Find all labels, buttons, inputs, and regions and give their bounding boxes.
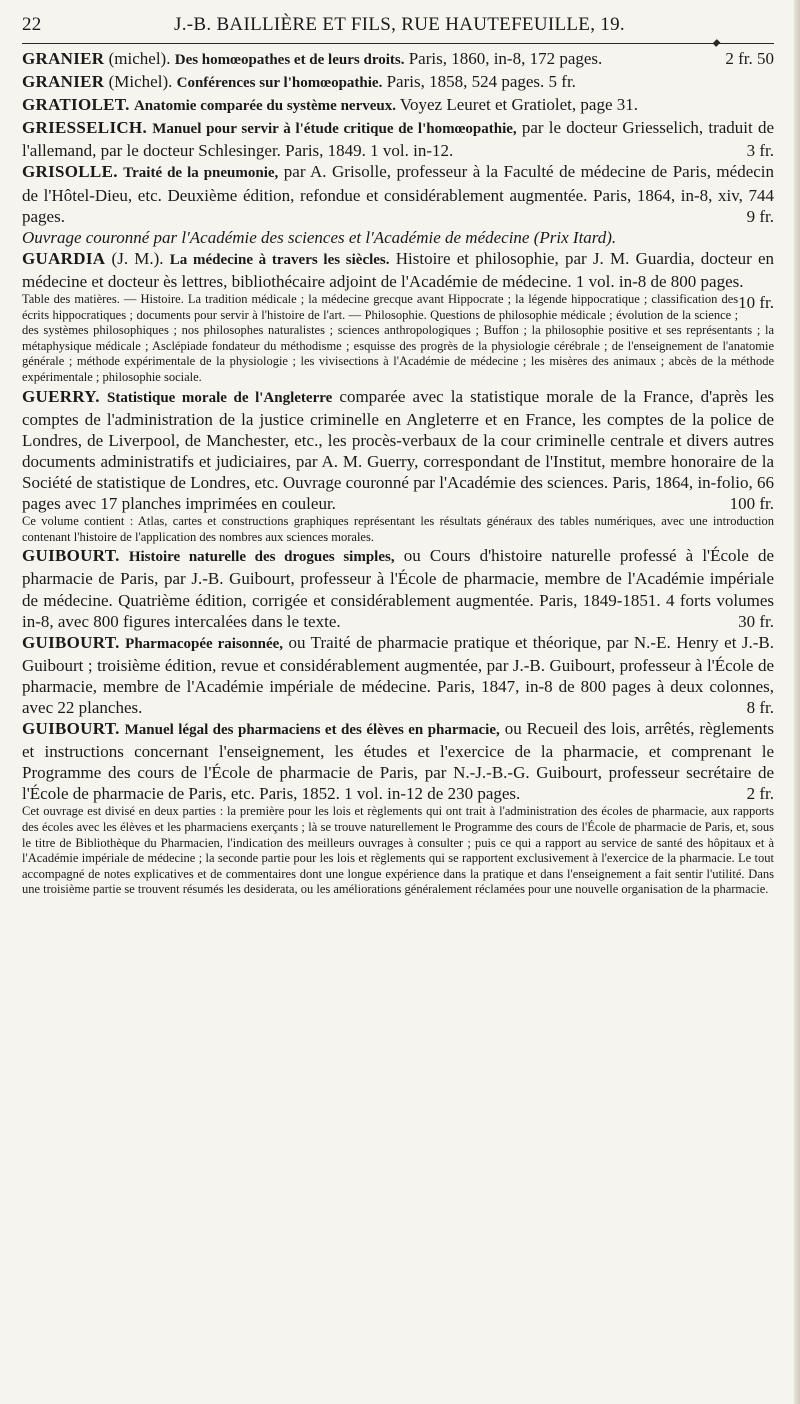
book-price: 8 fr.: [746, 698, 774, 717]
page-edge-shadow: [794, 0, 800, 1404]
book-title: Traité de la pneumonie,: [123, 165, 279, 182]
author-first-name: (Michel).: [108, 72, 173, 92]
entry-note: Cet ouvrage est divisé en deux parties : la première pour les lois et règlements qui ont trait à l'administration des écoles de pharmacie, aux rapports des écoles avec les élèves et les pharmaciens exerçants ; là se trouve naturellement le Programme des cours de l'École de pharmacie de Paris, et, sous le titre de Bibliothèque du Pharmacien, l'indication des meilleurs ouvrages à consulter ; puis ce qui a rapport au service de santé des hôpitaux et à l'Académie impériale de médecine ; la seconde partie pour les lois et règlements qui se rapportent exclusivement à l'exercice de la pharmacie. Le tout accompagné de notes explicatives et de commentaires dont une longue expérience dans la pratique et dans l'enseignement a fait sentir l'utilité. Dans une troisième partie se trouvent résumés les desiderata, ou les améliorations généralement réclamées pour une nouvelle organisation de la pharmacie.: [22, 804, 774, 897]
catalog-entry: [22, 248, 775, 313]
book-price: 2 fr. 50: [725, 49, 774, 68]
author-name: GRISOLLE.: [22, 162, 118, 182]
catalog-entry: [22, 632, 774, 718]
rule-ornament: [713, 39, 721, 47]
book-description: Voyez Leuret et Gratiolet, page 31.: [395, 95, 638, 115]
book-description: Histoire et philosophie, par J. M. Guardia, docteur en médecine et docteur ès lettres, bibliothécaire adjoint de l'Académie de médecine. 1 vol. in-8 de 800 pages.: [22, 248, 775, 291]
author-name: GRATIOLET.: [22, 95, 130, 115]
page-number: 22: [22, 14, 42, 35]
book-description: par le docteur Griesselich, traduit de l'allemand, par le docteur Schlesinger. Paris, 1849. 1 vol. in-12.: [22, 118, 774, 161]
author-first-name: (michel).: [108, 49, 171, 68]
author-name: GUARDIA: [22, 248, 106, 268]
book-price: 10 fr.: [738, 293, 774, 313]
catalog-entry: [22, 545, 774, 631]
book-title: Histoire naturelle des drogues simples,: [128, 549, 395, 566]
catalog-entry: [22, 71, 774, 94]
catalog-entry: [22, 161, 774, 226]
book-description: Paris, 1860, in-8, 172 pages.: [404, 49, 603, 68]
catalog-entry: [22, 386, 774, 515]
book-description: comparée avec la statistique morale de la France, d'après les comptes de l'administration de la justice criminelle en Angleterre et en France, les comptes de la police de Londres, de Liverpool, de Manchester, etc., les procès-verbaux de la cour criminelle centrale et divers autres documents administratifs et judiciaires, par A. M. Guerry, correspondant de l'Institut, membre honoraire de la Société de statistique de Londres, etc. Ouvrage couronné par l'Académie des sciences. Paris, 1864, in-folio, 66 pages avec 17 planches imprimées en couleur.: [22, 386, 775, 514]
catalog-entry: [22, 718, 774, 804]
book-price: 30 fr.: [738, 611, 774, 631]
book-title: Conférences sur l'homœopathie.: [176, 75, 383, 92]
book-description: ou Recueil des lois, arrêtés, règlements et instructions concernant l'enseignement, les études et l'exercice de la pharmacie, et comprenant le Programme des cours de l'École de pharmacie de Paris, par N.-J.-B.-G. Guibourt, professeur secrétaire de l'École de pharmacie de Paris, etc. Paris, 1852. 1 vol. in-12 de 230 pages.: [22, 719, 774, 804]
book-description: ou Cours d'histoire naturelle professé à l'École de pharmacie de Paris, par J.-B. Guibourt, professeur à l'École de pharmacie, membre de l'Académie impériale de médecine. Quatrième édition, corrigée et considérablement augmentée. Paris, 1849-1851. 4 forts volumes in-8, avec 800 figures intercalées dans le texte.: [22, 546, 774, 631]
book-title: Manuel pour servir à l'étude critique de l'homœopathie,: [152, 121, 517, 138]
book-title: Anatomie comparée du système nerveux.: [133, 98, 396, 115]
author-name: GRANIER: [22, 72, 105, 92]
book-title: La médecine à travers les siècles.: [169, 251, 390, 268]
author-name: GRIESSELICH.: [22, 118, 148, 138]
catalog-entry: [22, 117, 774, 161]
award-note: Ouvrage couronné par l'Académie des sciences et l'Académie de médecine (Prix Itard).: [22, 227, 617, 247]
book-description: Paris, 1858, 524 pages. 5 fr.: [382, 72, 576, 92]
header-rule: [22, 43, 774, 44]
author-name: GUIBOURT.: [22, 719, 120, 739]
author-name: GUIBOURT.: [22, 546, 120, 566]
author-name: GUERRY.: [22, 386, 100, 406]
book-price: 100 fr.: [729, 494, 774, 514]
book-title: Manuel légal des pharmaciens et des élèves en pharmacie,: [124, 722, 500, 739]
running-title: J.-B. BAILLIÈRE ET FILS, RUE HAUTEFEUILLE, 19.: [174, 14, 625, 35]
book-description: par A. Grisolle, professeur à la Faculté de médecine de Paris, médecin de l'Hôtel-Dieu, etc. Deuxième édition, refondue et considérablement augmentée. Paris, 1864, in-8, xiv, 744 pages.: [22, 162, 775, 226]
author-first-name: (J. M.).: [111, 248, 164, 268]
book-price: 3 fr.: [746, 141, 774, 161]
book-title: Des homœopathes et de leurs droits.: [174, 52, 405, 68]
book-description: ou Traité de pharmacie pratique et théorique, par N.-E. Henry et J.-B. Guibourt ; troisième édition, revue et considérablement augmentée, par J.-B. Guibourt, professeur à l'École de pharmacie, membre de l'Académie impériale de médecine. Paris, 1847, in-8 de 800 pages à deux colonnes, avec 22 planches.: [22, 632, 775, 717]
author-name: GRANIER: [22, 49, 105, 68]
book-price: 2 fr.: [746, 784, 774, 804]
book-title: Statistique morale de l'Angleterre: [106, 389, 333, 406]
entry-note: Table des matières. — Histoire. La tradition médicale ; la médecine grecque avant Hippocrate ; la légende hippocratique ; classification des écrits hippocratiques ; documents pour servir à l'histoire de l'art. — Philosophie. Questions de philosophie médicale ; évolution de la science ; des systèmes philosophiques ; nos philosophes naturalistes ; sciences anthropologiques ; Buffon ; la philosophie positive et ses représentants ; la métaphysique médicale ; Asclépiade fondateur du méthodisme ; esquisse des progrès de la physiologie cérébrale ; de l'enseignement de l'anatomie générale ; méthode expérimentale de la physiologie ; les vivisections à l'Académie de médecine ; les misères des animaux ; abcès de la méthode expérimentale ; philosophie sociale.: [22, 292, 774, 384]
book-title: Pharmacopée raisonnée,: [125, 635, 284, 652]
catalog-entry: [22, 48, 774, 71]
book-price: 9 fr.: [746, 206, 774, 226]
entry-note: Ce volume contient : Atlas, cartes et constructions graphiques représentant les résultats généraux des tables numériques, avec une introduction contenant l'histoire de l'application des nombres aux sciences morales.: [22, 514, 774, 544]
catalog-entry: [22, 94, 774, 117]
catalog-entries: [22, 48, 774, 898]
author-name: GUIBOURT.: [22, 632, 120, 652]
